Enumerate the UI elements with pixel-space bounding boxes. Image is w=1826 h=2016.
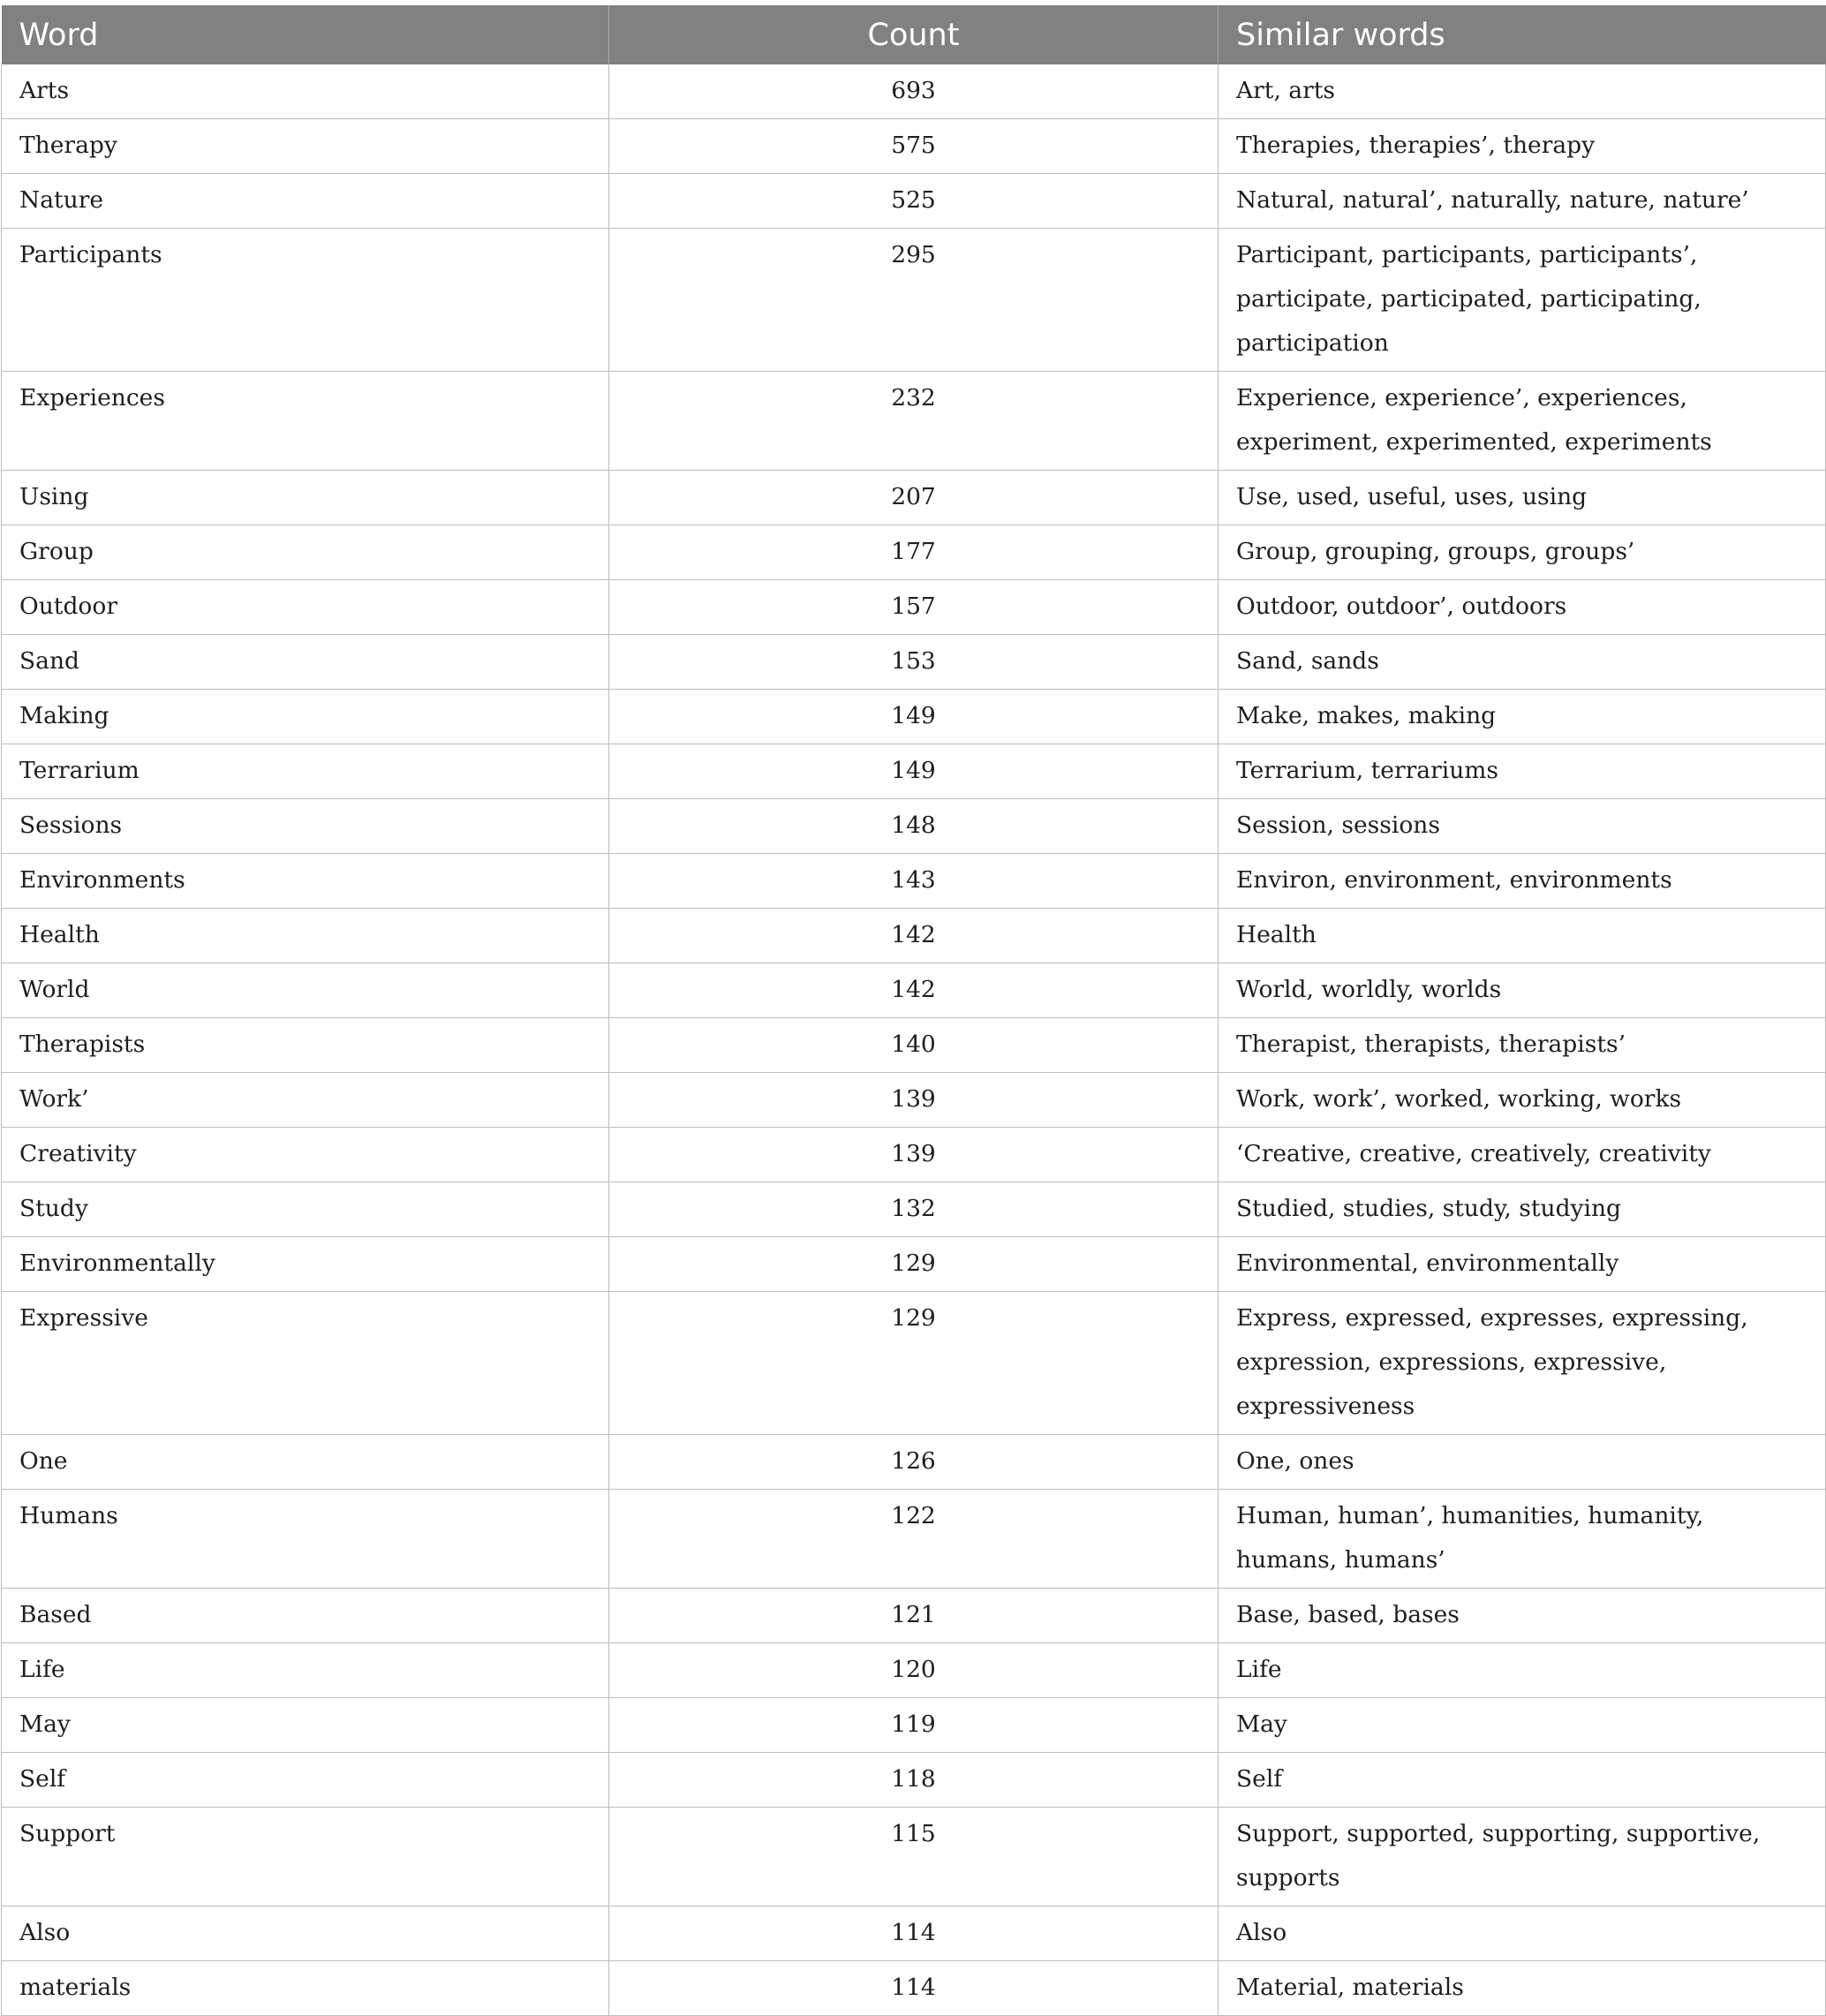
word-cell: Self bbox=[2, 1753, 609, 1808]
word-cell: One bbox=[2, 1435, 609, 1490]
count-cell: 177 bbox=[609, 525, 1219, 580]
count-cell: 148 bbox=[609, 799, 1219, 854]
count-cell: 119 bbox=[609, 1698, 1219, 1753]
table-row bbox=[2, 1753, 1826, 1808]
count-cell: 142 bbox=[609, 963, 1219, 1018]
table-row bbox=[2, 1808, 1826, 1907]
similar-words-cell: May bbox=[1219, 1698, 1826, 1753]
header-count: Count bbox=[609, 5, 1219, 64]
similar-words-cell: Experience, experience’, experiences, experiment, experimented, experiments bbox=[1219, 372, 1826, 471]
table-row bbox=[2, 1018, 1826, 1073]
word-cell: materials bbox=[2, 1961, 609, 2016]
word-cell: Study bbox=[2, 1182, 609, 1237]
table-row bbox=[2, 1073, 1826, 1128]
word-cell: Humans bbox=[2, 1490, 609, 1589]
table-row bbox=[2, 1292, 1826, 1435]
word-cell: Experiences bbox=[2, 372, 609, 471]
count-cell: 120 bbox=[609, 1643, 1219, 1698]
word-cell: Expressive bbox=[2, 1292, 609, 1435]
table-row bbox=[2, 1589, 1826, 1643]
table-row bbox=[2, 635, 1826, 690]
header-row bbox=[2, 5, 1826, 64]
count-cell: 129 bbox=[609, 1237, 1219, 1292]
table-row bbox=[2, 64, 1826, 119]
table-row bbox=[2, 471, 1826, 525]
word-cell: Sand bbox=[2, 635, 609, 690]
table-row bbox=[2, 1435, 1826, 1490]
similar-words-cell: Use, used, useful, uses, using bbox=[1219, 471, 1826, 525]
count-cell: 139 bbox=[609, 1128, 1219, 1182]
count-cell: 295 bbox=[609, 229, 1219, 372]
count-cell: 157 bbox=[609, 580, 1219, 635]
table-row bbox=[2, 909, 1826, 963]
similar-words-cell: Sand, sands bbox=[1219, 635, 1826, 690]
count-cell: 232 bbox=[609, 372, 1219, 471]
count-cell: 126 bbox=[609, 1435, 1219, 1490]
similar-words-cell: Therapist, therapists, therapists’ bbox=[1219, 1018, 1826, 1073]
header-word: Word bbox=[2, 5, 609, 64]
similar-words-cell: Environmental, environmentally bbox=[1219, 1237, 1826, 1292]
count-cell: 575 bbox=[609, 119, 1219, 174]
word-cell: Sessions bbox=[2, 799, 609, 854]
table-row bbox=[2, 1961, 1826, 2016]
similar-words-cell: Terrarium, terrariums bbox=[1219, 744, 1826, 799]
similar-words-cell: Make, makes, making bbox=[1219, 690, 1826, 744]
table-row bbox=[2, 744, 1826, 799]
similar-words-cell: Life bbox=[1219, 1643, 1826, 1698]
count-cell: 525 bbox=[609, 174, 1219, 229]
count-cell: 143 bbox=[609, 854, 1219, 909]
word-cell: Creativity bbox=[2, 1128, 609, 1182]
table-row bbox=[2, 690, 1826, 744]
count-cell: 115 bbox=[609, 1808, 1219, 1907]
similar-words-cell: Natural, natural’, naturally, nature, nature’ bbox=[1219, 174, 1826, 229]
table-row bbox=[2, 1182, 1826, 1237]
word-cell: Support bbox=[2, 1808, 609, 1907]
word-frequency-table bbox=[1, 5, 1826, 2016]
word-cell: Participants bbox=[2, 229, 609, 372]
similar-words-cell: Self bbox=[1219, 1753, 1826, 1808]
word-cell: Outdoor bbox=[2, 580, 609, 635]
similar-words-cell: Also bbox=[1219, 1907, 1826, 1961]
word-cell: Therapy bbox=[2, 119, 609, 174]
table-row bbox=[2, 119, 1826, 174]
similar-words-cell: Session, sessions bbox=[1219, 799, 1826, 854]
count-cell: 149 bbox=[609, 744, 1219, 799]
word-cell: Arts bbox=[2, 64, 609, 119]
similar-words-cell: Human, human’, humanities, humanity, humans, humans’ bbox=[1219, 1490, 1826, 1589]
count-cell: 207 bbox=[609, 471, 1219, 525]
table-header bbox=[2, 5, 1826, 64]
similar-words-cell: Health bbox=[1219, 909, 1826, 963]
table-row bbox=[2, 854, 1826, 909]
word-cell: Using bbox=[2, 471, 609, 525]
count-cell: 140 bbox=[609, 1018, 1219, 1073]
similar-words-cell: Art, arts bbox=[1219, 64, 1826, 119]
word-cell: Nature bbox=[2, 174, 609, 229]
count-cell: 121 bbox=[609, 1589, 1219, 1643]
similar-words-cell: World, worldly, worlds bbox=[1219, 963, 1826, 1018]
count-cell: 122 bbox=[609, 1490, 1219, 1589]
word-cell: Group bbox=[2, 525, 609, 580]
word-cell: Environmentally bbox=[2, 1237, 609, 1292]
similar-words-cell: Material, materials bbox=[1219, 1961, 1826, 2016]
word-cell: Health bbox=[2, 909, 609, 963]
word-cell: Life bbox=[2, 1643, 609, 1698]
table-body bbox=[2, 64, 1826, 2016]
header-similar-words: Similar words bbox=[1219, 5, 1826, 64]
table-row bbox=[2, 525, 1826, 580]
count-cell: 149 bbox=[609, 690, 1219, 744]
table-row bbox=[2, 229, 1826, 372]
count-cell: 118 bbox=[609, 1753, 1219, 1808]
similar-words-cell: One, ones bbox=[1219, 1435, 1826, 1490]
count-cell: 142 bbox=[609, 909, 1219, 963]
table-row bbox=[2, 580, 1826, 635]
similar-words-cell: Group, grouping, groups, groups’ bbox=[1219, 525, 1826, 580]
table-row bbox=[2, 1237, 1826, 1292]
table-row bbox=[2, 1490, 1826, 1589]
word-cell: Making bbox=[2, 690, 609, 744]
word-cell: Terrarium bbox=[2, 744, 609, 799]
count-cell: 153 bbox=[609, 635, 1219, 690]
table-row bbox=[2, 1643, 1826, 1698]
table-row bbox=[2, 963, 1826, 1018]
similar-words-cell: ‘Creative, creative, creatively, creativity bbox=[1219, 1128, 1826, 1182]
word-cell: Therapists bbox=[2, 1018, 609, 1073]
table-row bbox=[2, 174, 1826, 229]
word-cell: World bbox=[2, 963, 609, 1018]
table-row bbox=[2, 1907, 1826, 1961]
count-cell: 129 bbox=[609, 1292, 1219, 1435]
word-cell: Based bbox=[2, 1589, 609, 1643]
similar-words-cell: Outdoor, outdoor’, outdoors bbox=[1219, 580, 1826, 635]
similar-words-cell: Participant, participants, participants’, participate, participated, participating, participation bbox=[1219, 229, 1826, 372]
word-cell: Environments bbox=[2, 854, 609, 909]
table-row bbox=[2, 372, 1826, 471]
similar-words-cell: Therapies, therapies’, therapy bbox=[1219, 119, 1826, 174]
word-cell: Also bbox=[2, 1907, 609, 1961]
count-cell: 132 bbox=[609, 1182, 1219, 1237]
table-row bbox=[2, 1698, 1826, 1753]
similar-words-cell: Base, based, bases bbox=[1219, 1589, 1826, 1643]
similar-words-cell: Support, supported, supporting, supportive, supports bbox=[1219, 1808, 1826, 1907]
table-row bbox=[2, 1128, 1826, 1182]
count-cell: 114 bbox=[609, 1961, 1219, 2016]
similar-words-cell: Environ, environment, environments bbox=[1219, 854, 1826, 909]
count-cell: 114 bbox=[609, 1907, 1219, 1961]
word-cell: May bbox=[2, 1698, 609, 1753]
word-cell: Work’ bbox=[2, 1073, 609, 1128]
similar-words-cell: Work, work’, worked, working, works bbox=[1219, 1073, 1826, 1128]
count-cell: 693 bbox=[609, 64, 1219, 119]
table-row bbox=[2, 799, 1826, 854]
similar-words-cell: Express, expressed, expresses, expressing, expression, expressions, expressive, expressiveness bbox=[1219, 1292, 1826, 1435]
count-cell: 139 bbox=[609, 1073, 1219, 1128]
similar-words-cell: Studied, studies, study, studying bbox=[1219, 1182, 1826, 1237]
